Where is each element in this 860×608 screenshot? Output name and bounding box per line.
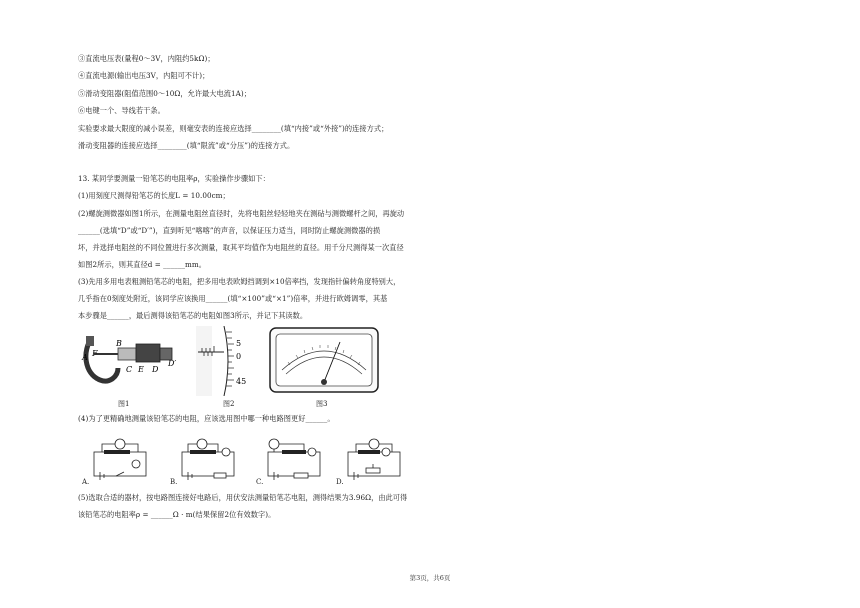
q13-step-2-line-4: 如图2所示，则其直径d = ______mm。 — [78, 260, 206, 269]
figure-3-multimeter — [268, 326, 380, 396]
scale-number-0: 0 — [236, 352, 242, 361]
micrometer-label-f: F — [92, 349, 98, 358]
q13-step-5-line-2: 该铅笔芯的电阻率ρ = ______Ω · m(结果保留2位有效数字)。 — [78, 510, 276, 519]
figure-1-caption: 图1 — [118, 400, 130, 408]
micrometer-label-e: E — [138, 365, 144, 374]
scale-number-45: 45 — [236, 377, 247, 386]
circuit-label-c: C. — [256, 478, 264, 486]
figure-2-scale — [196, 326, 260, 396]
text-line-2: ④直流电源(输出电压3V，内阻可不计)； — [78, 71, 210, 80]
circuit-label-d: D. — [336, 478, 344, 486]
figure-3-caption: 图3 — [316, 400, 328, 408]
scale-number-5: 5 — [236, 339, 242, 348]
micrometer-label-c: C — [126, 365, 133, 374]
micrometer-label-b: B — [116, 339, 122, 348]
text-line-5: 实验要求最大限度的减小误差，则毫安表的连接应选择________(填“内接”或“外接”)的连接方式； — [78, 124, 389, 133]
figure-1-micrometer — [78, 326, 186, 396]
figure-2-caption: 图2 — [223, 400, 235, 408]
micrometer-label-d: D — [152, 365, 159, 374]
text-line-1: ③直流电压表(量程0～3V，内阻约5kΩ)； — [78, 54, 215, 63]
q13-step-2-line-2: ______(选填“D”或“D′”)，直到听见“喀喀”的声音，以保证压力适当，同时防止螺旋测微器的损 — [78, 226, 381, 235]
micrometer-label-a: A — [82, 353, 88, 362]
text-line-3: ⑤滑动变阻器(阻值范围0～10Ω，允许最大电流1A)； — [78, 89, 251, 98]
circuit-c — [264, 438, 324, 480]
circuit-label-b: B. — [170, 478, 178, 486]
circuit-label-a: A. — [82, 478, 90, 486]
q13-step-3-line-2: 几乎指在0刻度处附近，该同学应该换用______(填“×100”或“×1”)倍率，并进行欧姆调零，其基 — [78, 294, 388, 303]
q13-step-5-line-1: (5)选取合适的器材，按电路图连接好电路后，用伏安法测量铅笔芯电阻，测得结果为3.96Ω，由此可得 — [78, 493, 408, 502]
question-13-title: 13. 某同学要测量一铅笔芯的电阻率ρ，实验操作步骤如下： — [78, 174, 270, 183]
micrometer-label-d-prime: D′ — [168, 359, 177, 368]
circuit-b — [178, 438, 238, 480]
text-line-6: 滑动变阻器的连接应选择________(填“限流”或“分压”)的连接方式。 — [78, 141, 295, 150]
text-line-4: ⑥电键一个、导线若干条。 — [78, 106, 165, 115]
q13-step-4: (4)为了更精确地测量该铅笔芯的电阻，应该选用图中哪一种电路图更好______。 — [78, 414, 335, 423]
circuit-d — [344, 438, 404, 480]
circuit-a — [90, 438, 150, 480]
q13-step-3-line-1: (3)先用多用电表粗测铅笔芯的电阻，把多用电表欧姆挡调到×10倍率挡，发现指针偏转角度特别大， — [78, 277, 401, 286]
q13-step-2-line-3: 坏，并选择电阻丝的不同位置进行多次测量，取其平均值作为电阻丝的直径。用千分尺测得某一次直径 — [78, 243, 404, 252]
q13-step-2-line-1: (2)螺旋测微器如图1所示，在测量电阻丝直径时，先将电阻丝轻轻地夹在测砧与测微螺杆之间，再旋动 — [78, 209, 405, 218]
q13-step-3-line-3: 本步骤是______，最后测得该铅笔芯的电阻如图3所示，并记下其读数。 — [78, 311, 308, 320]
q13-step-1: (1)用刻度尺测得铅笔芯的长度L = 10.00cm； — [78, 191, 230, 200]
page-footer: 第3页，共6页 — [409, 574, 451, 582]
